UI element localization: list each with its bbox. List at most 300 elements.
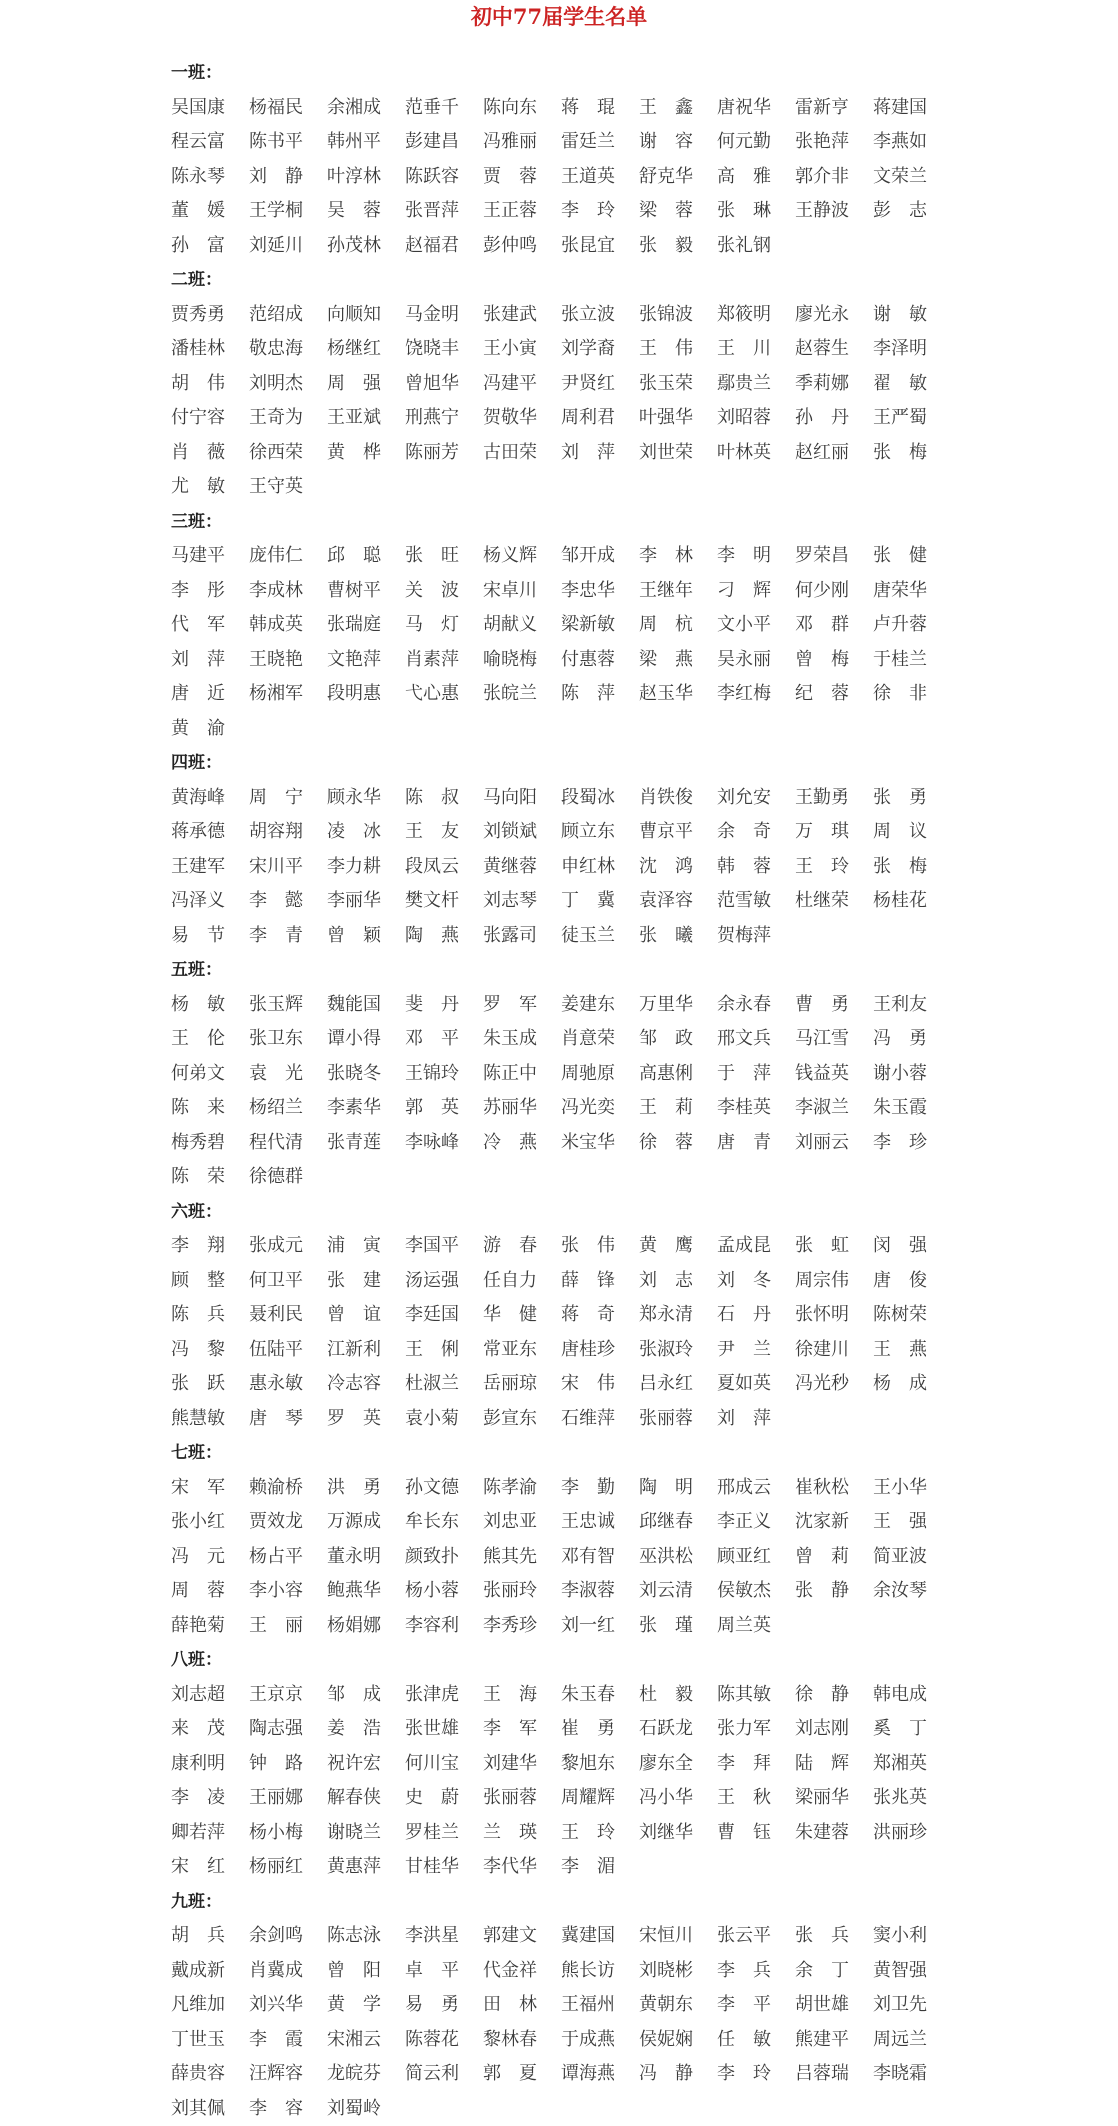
student-name: 张晋萍: [405, 194, 483, 229]
student-name: 任敏: [717, 2023, 795, 2058]
name-row: [171, 1954, 951, 1989]
student-name: 浦寅: [327, 1229, 405, 1264]
student-name: 余丁: [795, 1954, 873, 1989]
student-name: 解春侠: [327, 1781, 405, 1816]
class-block: [171, 746, 951, 953]
student-name: 邢文兵: [717, 1022, 795, 1057]
student-name: 刘静: [249, 160, 327, 195]
student-name: 王忠诚: [561, 1505, 639, 1540]
student-name: 张建: [327, 1264, 405, 1299]
class-label: 二班：: [171, 263, 951, 298]
student-name: 奚丁: [873, 1712, 951, 1747]
student-name: 李懿: [249, 884, 327, 919]
student-name: 张健: [873, 539, 951, 574]
student-name: 韩电成: [873, 1678, 951, 1713]
class-block: [171, 1436, 951, 1643]
student-name: 陶明: [639, 1471, 717, 1506]
student-name: 万里华: [639, 988, 717, 1023]
student-name: 尤敏: [171, 470, 249, 505]
student-name: 黄桦: [327, 436, 405, 471]
student-name: 杨桂花: [873, 884, 951, 919]
student-name: 钱益英: [795, 1057, 873, 1092]
student-name: 李军: [483, 1712, 561, 1747]
student-name: 顾立东: [561, 815, 639, 850]
student-name: 杨福民: [249, 91, 327, 126]
name-row: [171, 436, 951, 471]
student-name: 张跃: [171, 1367, 249, 1402]
student-name: 邹政: [639, 1022, 717, 1057]
student-name: 张兆英: [873, 1781, 951, 1816]
student-name: 马向阳: [483, 781, 561, 816]
student-name: 张丽蓉: [639, 1402, 717, 1437]
student-name: 张曦: [639, 919, 717, 954]
student-name: 张丽玲: [483, 1574, 561, 1609]
student-name: 韩州平: [327, 125, 405, 160]
class-block: [171, 1885, 951, 2126]
student-name: 彭建昌: [405, 125, 483, 160]
student-name: 王晓艳: [249, 643, 327, 678]
student-name: 顾亚红: [717, 1540, 795, 1575]
student-name: 王京京: [249, 1678, 327, 1713]
student-name: 李淑兰: [795, 1091, 873, 1126]
student-name: 凡维加: [171, 1988, 249, 2023]
student-name: 邓有智: [561, 1540, 639, 1575]
student-name: 胡世雄: [795, 1988, 873, 2023]
student-name: 孟成昆: [717, 1229, 795, 1264]
student-name: 杨娟娜: [327, 1609, 405, 1644]
name-row: [171, 677, 951, 712]
student-name: 张艳萍: [795, 125, 873, 160]
student-name: 邹成: [327, 1678, 405, 1713]
student-name: 赵玉华: [639, 677, 717, 712]
student-name: 张兵: [795, 1919, 873, 1954]
student-name: 赵红丽: [795, 436, 873, 471]
student-name: 张毅: [639, 229, 717, 264]
student-name: 刘忠亚: [483, 1505, 561, 1540]
student-name: 王严蜀: [873, 401, 951, 436]
student-name: 颜致扑: [405, 1540, 483, 1575]
student-name: 饶晓丰: [405, 332, 483, 367]
student-name: 郭介非: [795, 160, 873, 195]
student-name: 李晓霜: [873, 2057, 951, 2092]
student-name: 肖铁俊: [639, 781, 717, 816]
student-name: 刘卫先: [873, 1988, 951, 2023]
student-name: 米宝华: [561, 1126, 639, 1161]
name-row: [171, 1816, 951, 1851]
student-name: 曾梅: [795, 643, 873, 678]
student-name: 李忠华: [561, 574, 639, 609]
student-name: 崔秋松: [795, 1471, 873, 1506]
student-name: 代军: [171, 608, 249, 643]
name-row: [171, 1540, 951, 1575]
student-name: 朱玉春: [561, 1678, 639, 1713]
student-name: 黄渝: [171, 712, 249, 747]
name-row: [171, 1402, 951, 1437]
student-name: 王友: [405, 815, 483, 850]
student-name: 徐德群: [249, 1160, 327, 1195]
student-name: 程代清: [249, 1126, 327, 1161]
name-row: [171, 1747, 951, 1782]
student-name: 吕永红: [639, 1367, 717, 1402]
student-name: 伍陆平: [249, 1333, 327, 1368]
student-name: 陈树荣: [873, 1298, 951, 1333]
student-name: 王学桐: [249, 194, 327, 229]
student-name: 周蓉: [171, 1574, 249, 1609]
student-name: 张伟: [561, 1229, 639, 1264]
student-name: 郑湘英: [873, 1747, 951, 1782]
class-block: [171, 263, 951, 505]
student-name: 尹贤红: [561, 367, 639, 402]
student-name: 董永明: [327, 1540, 405, 1575]
student-name: 李洪星: [405, 1919, 483, 1954]
name-row: [171, 160, 951, 195]
student-name: 李燕如: [873, 125, 951, 160]
student-name: 冯静: [639, 2057, 717, 2092]
student-name: 谢小蓉: [873, 1057, 951, 1092]
student-name: 陈志泳: [327, 1919, 405, 1954]
student-name: 陈向东: [483, 91, 561, 126]
student-name: 段明惠: [327, 677, 405, 712]
student-name: 关波: [405, 574, 483, 609]
student-name: 李玲: [561, 194, 639, 229]
student-name: 文荣兰: [873, 160, 951, 195]
student-name: 吕蓉瑞: [795, 2057, 873, 2092]
student-name: 代金祥: [483, 1954, 561, 1989]
student-name: 王建军: [171, 850, 249, 885]
student-name: 王亚斌: [327, 401, 405, 436]
student-name: 李平: [717, 1988, 795, 2023]
student-name: 刘志超: [171, 1678, 249, 1713]
student-name: 周兰英: [717, 1609, 795, 1644]
student-name: 简亚波: [873, 1540, 951, 1575]
student-name: 祝许宏: [327, 1747, 405, 1782]
student-name: 王勤勇: [795, 781, 873, 816]
student-name: 杨继红: [327, 332, 405, 367]
student-name: 宋恒川: [639, 1919, 717, 1954]
student-name: 朱玉霞: [873, 1091, 951, 1126]
student-name: 王利友: [873, 988, 951, 1023]
name-row: [171, 1333, 951, 1368]
student-name: 熊慧敏: [171, 1402, 249, 1437]
student-name: 张瑾: [639, 1609, 717, 1644]
student-name: 康利明: [171, 1747, 249, 1782]
name-row: [171, 1919, 951, 1954]
student-name: 李湄: [561, 1850, 639, 1885]
student-name: 徐静: [795, 1678, 873, 1713]
student-name: 向顺知: [327, 298, 405, 333]
student-name: 袁光: [249, 1057, 327, 1092]
student-name: 余湘成: [327, 91, 405, 126]
student-name: 李凌: [171, 1781, 249, 1816]
student-name: 惠永敏: [249, 1367, 327, 1402]
student-name: 王伟: [639, 332, 717, 367]
student-name: 李成林: [249, 574, 327, 609]
student-name: 王道英: [561, 160, 639, 195]
student-name: 王福州: [561, 1988, 639, 2023]
student-name: 宋川平: [249, 850, 327, 885]
student-name: 曹钰: [717, 1816, 795, 1851]
student-name: 薛贵容: [171, 2057, 249, 2092]
student-name: 杨义辉: [483, 539, 561, 574]
student-name: 兰瑛: [483, 1816, 561, 1851]
student-name: 张昆宜: [561, 229, 639, 264]
student-name: 赖渝桥: [249, 1471, 327, 1506]
student-name: 文小平: [717, 608, 795, 643]
name-row: [171, 712, 951, 747]
student-name: 张虹: [795, 1229, 873, 1264]
student-name: 李国平: [405, 1229, 483, 1264]
student-name: 刘萍: [171, 643, 249, 678]
student-name: 朱建蓉: [795, 1816, 873, 1851]
student-name: 程云富: [171, 125, 249, 160]
student-name: 冯泽义: [171, 884, 249, 919]
student-name: 曹勇: [795, 988, 873, 1023]
student-name: 张晓冬: [327, 1057, 405, 1092]
student-name: 聂利民: [249, 1298, 327, 1333]
student-name: 张丽蓉: [483, 1781, 561, 1816]
student-name: 刘志: [639, 1264, 717, 1299]
name-row: [171, 608, 951, 643]
student-name: 张玉辉: [249, 988, 327, 1023]
student-name: 周宗伟: [795, 1264, 873, 1299]
student-name: 马灯: [405, 608, 483, 643]
student-name: 冯小华: [639, 1781, 717, 1816]
student-name: 樊文杆: [405, 884, 483, 919]
student-name: 黄鹰: [639, 1229, 717, 1264]
student-name: 何少刚: [795, 574, 873, 609]
student-name: 冷志容: [327, 1367, 405, 1402]
student-name: 陈其敏: [717, 1678, 795, 1713]
student-name: 付宁容: [171, 401, 249, 436]
student-name: 闵强: [873, 1229, 951, 1264]
student-name: 张力军: [717, 1712, 795, 1747]
student-name: 唐近: [171, 677, 249, 712]
student-name: 牟长东: [405, 1505, 483, 1540]
student-name: 潘桂林: [171, 332, 249, 367]
student-name: 刘云清: [639, 1574, 717, 1609]
student-name: 余剑鸣: [249, 1919, 327, 1954]
student-name: 周驰原: [561, 1057, 639, 1092]
student-name: 邹开成: [561, 539, 639, 574]
student-name: 黄朝东: [639, 1988, 717, 2023]
student-name: 黄海峰: [171, 781, 249, 816]
student-name: 周利君: [561, 401, 639, 436]
student-name: 徐建川: [795, 1333, 873, 1368]
name-row: [171, 1091, 951, 1126]
student-name: 贺敬华: [483, 401, 561, 436]
name-row: [171, 539, 951, 574]
student-name: 卿若萍: [171, 1816, 249, 1851]
student-name: 姜建东: [561, 988, 639, 1023]
student-name: 刘冬: [717, 1264, 795, 1299]
name-row: [171, 1781, 951, 1816]
student-name: 张旺: [405, 539, 483, 574]
student-name: 余奇: [717, 815, 795, 850]
student-name: 刘志琴: [483, 884, 561, 919]
student-name: 胡兵: [171, 1919, 249, 1954]
student-name: 张小红: [171, 1505, 249, 1540]
name-row: [171, 1712, 951, 1747]
name-row: [171, 815, 951, 850]
student-name: 王奇为: [249, 401, 327, 436]
student-name: 马建平: [171, 539, 249, 574]
student-name: 贾蓉: [483, 160, 561, 195]
student-name: 陶燕: [405, 919, 483, 954]
student-name: 李容: [249, 2092, 327, 2126]
student-name: 顾整: [171, 1264, 249, 1299]
student-name: 余永春: [717, 988, 795, 1023]
student-name: 陈兵: [171, 1298, 249, 1333]
student-name: 宋红: [171, 1850, 249, 1885]
name-row: [171, 1298, 951, 1333]
student-name: 薛锋: [561, 1264, 639, 1299]
student-name: 王俐: [405, 1333, 483, 1368]
student-name: 张露司: [483, 919, 561, 954]
name-row: [171, 1229, 951, 1264]
name-row: [171, 1160, 951, 1195]
student-name: 李红梅: [717, 677, 795, 712]
student-name: 张礼钢: [717, 229, 795, 264]
student-name: 廖光永: [795, 298, 873, 333]
class-label: 五班：: [171, 953, 951, 988]
student-name: 彭宣东: [483, 1402, 561, 1437]
student-name: 冀建国: [561, 1919, 639, 1954]
student-name: 王玲: [561, 1816, 639, 1851]
student-name: 刘锁斌: [483, 815, 561, 850]
student-name: 叶强华: [639, 401, 717, 436]
student-name: 张青莲: [327, 1126, 405, 1161]
student-name: 张勇: [873, 781, 951, 816]
student-name: 李小容: [249, 1574, 327, 1609]
student-name: 宋伟: [561, 1367, 639, 1402]
student-name: 陈书平: [249, 125, 327, 160]
student-name: 韩成英: [249, 608, 327, 643]
student-name: 斐丹: [405, 988, 483, 1023]
student-name: 彭仲鸣: [483, 229, 561, 264]
student-name: 唐祝华: [717, 91, 795, 126]
student-name: 何弟文: [171, 1057, 249, 1092]
student-name: 易节: [171, 919, 249, 954]
roster: [171, 56, 951, 2126]
student-name: 梁新敏: [561, 608, 639, 643]
student-name: 周宁: [249, 781, 327, 816]
student-name: 肖素萍: [405, 643, 483, 678]
student-name: 杨占平: [249, 1540, 327, 1575]
student-name: 黄学: [327, 1988, 405, 2023]
name-row: [171, 850, 951, 885]
student-name: 戴成新: [171, 1954, 249, 1989]
name-row: [171, 91, 951, 126]
student-name: 段蜀冰: [561, 781, 639, 816]
student-name: 罗英: [327, 1402, 405, 1437]
student-name: 唐荣华: [873, 574, 951, 609]
student-name: 张成元: [249, 1229, 327, 1264]
student-name: 冯建平: [483, 367, 561, 402]
student-name: 陈萍: [561, 677, 639, 712]
student-name: 陈丽芳: [405, 436, 483, 471]
student-name: 季莉娜: [795, 367, 873, 402]
student-name: 曾莉: [795, 1540, 873, 1575]
student-name: 王小华: [873, 1471, 951, 1506]
student-name: 鲍燕华: [327, 1574, 405, 1609]
student-name: 谭海燕: [561, 2057, 639, 2092]
student-name: 马金明: [405, 298, 483, 333]
class-label: 七班：: [171, 1436, 951, 1471]
student-name: 张梅: [873, 850, 951, 885]
student-name: 陆辉: [795, 1747, 873, 1782]
student-name: 张云平: [717, 1919, 795, 1954]
name-row: [171, 2023, 951, 2058]
student-name: 孙丹: [795, 401, 873, 436]
student-name: 邓平: [405, 1022, 483, 1057]
name-row: [171, 194, 951, 229]
student-name: 李力耕: [327, 850, 405, 885]
student-name: 刘丽云: [795, 1126, 873, 1161]
student-name: 袁小菊: [405, 1402, 483, 1437]
student-name: 于成燕: [561, 2023, 639, 2058]
student-name: 石丹: [717, 1298, 795, 1333]
student-name: 王丽: [249, 1609, 327, 1644]
student-name: 刘晓彬: [639, 1954, 717, 1989]
student-name: 崔勇: [561, 1712, 639, 1747]
student-name: 卓平: [405, 1954, 483, 1989]
student-name: 陈跃容: [405, 160, 483, 195]
name-row: [171, 1850, 951, 1885]
student-name: 弋心惠: [405, 677, 483, 712]
student-name: 刘萍: [717, 1402, 795, 1437]
student-name: 刑燕宁: [405, 401, 483, 436]
student-name: 王莉: [639, 1091, 717, 1126]
student-name: 陈荣: [171, 1160, 249, 1195]
name-row: [171, 1126, 951, 1161]
student-name: 黄惠萍: [327, 1850, 405, 1885]
student-name: 李淑蓉: [561, 1574, 639, 1609]
name-row: [171, 229, 951, 264]
student-name: 周强: [327, 367, 405, 402]
name-row: [171, 332, 951, 367]
student-name: 雷新亨: [795, 91, 873, 126]
student-name: 万源成: [327, 1505, 405, 1540]
student-name: 任自力: [483, 1264, 561, 1299]
student-name: 刘一红: [561, 1609, 639, 1644]
name-row: [171, 2092, 951, 2126]
class-block: [171, 505, 951, 747]
student-name: 黎旭东: [561, 1747, 639, 1782]
student-name: 彭志: [873, 194, 951, 229]
student-name: 侯敏杰: [717, 1574, 795, 1609]
name-row: [171, 781, 951, 816]
student-name: 徒玉兰: [561, 919, 639, 954]
student-name: 刘明杰: [249, 367, 327, 402]
student-name: 叶淳林: [327, 160, 405, 195]
student-name: 甘桂华: [405, 1850, 483, 1885]
student-name: 杨小蓉: [405, 1574, 483, 1609]
student-name: 宋军: [171, 1471, 249, 1506]
student-name: 罗军: [483, 988, 561, 1023]
student-name: 肖意荣: [561, 1022, 639, 1057]
class-label: 九班：: [171, 1885, 951, 1920]
name-row: [171, 574, 951, 609]
student-name: 谢容: [639, 125, 717, 160]
student-name: 喻晓梅: [483, 643, 561, 678]
student-name: 杨湘军: [249, 677, 327, 712]
student-name: 张卫东: [249, 1022, 327, 1057]
student-name: 王守英: [249, 470, 327, 505]
student-name: 徐蓉: [639, 1126, 717, 1161]
student-name: 唐青: [717, 1126, 795, 1161]
student-name: 胡献义: [483, 608, 561, 643]
student-name: 陶志强: [249, 1712, 327, 1747]
